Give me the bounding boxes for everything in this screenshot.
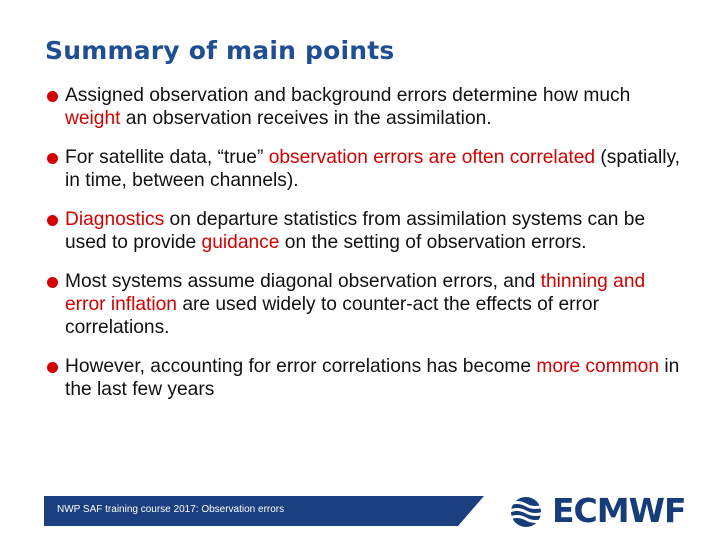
bullet-text: However, accounting for error correlations has become [65,356,537,377]
bullet-dot-icon [47,362,58,373]
ecmwf-logo [504,491,686,530]
bullet-item [44,270,684,339]
bullet-item [44,84,684,130]
bullet-text: are used widely to counter-act the effects of error correlations. [65,294,599,338]
bullet-text: an observation receives in the assimilation. [120,108,492,129]
bullet-text: in the last few years [65,356,680,400]
highlighted-text: more common [536,356,660,377]
bullet-item [44,146,684,192]
highlighted-text: weight [65,108,121,129]
ecmwf-logo-text: ECMWF [552,491,686,530]
ecmwf-logo-icon [504,496,550,528]
bullet-text: on the setting of observation errors. [279,232,587,253]
bullet-item [44,355,684,401]
bullet-dot-icon [47,91,58,102]
bullet-dot-icon [47,277,58,288]
bullet-list [44,84,684,417]
bullet-dot-icon [47,215,58,226]
highlighted-text: observation errors are often correlated [268,147,596,168]
bullet-dot-icon [47,153,58,164]
bullet-text: Most systems assume diagonal observation errors, and [65,271,541,292]
bullet-item [44,208,684,254]
highlighted-text: thinning and error inflation [65,271,646,315]
bullet-text: For satellite data, “true” [65,147,269,168]
highlighted-text: guidance [201,232,280,253]
highlighted-text: Diagnostics [65,209,165,230]
slide-title: Summary of main points [45,36,395,65]
bullet-text: (spatially, in time, between channels). [65,147,680,191]
footer-text: NWP SAF training course 2017: Observation errors [57,504,285,515]
bullet-text: on departure statistics from assimilation systems can be used to provide [65,209,646,253]
bullet-text: Assigned observation and background errors determine how much [65,85,631,106]
